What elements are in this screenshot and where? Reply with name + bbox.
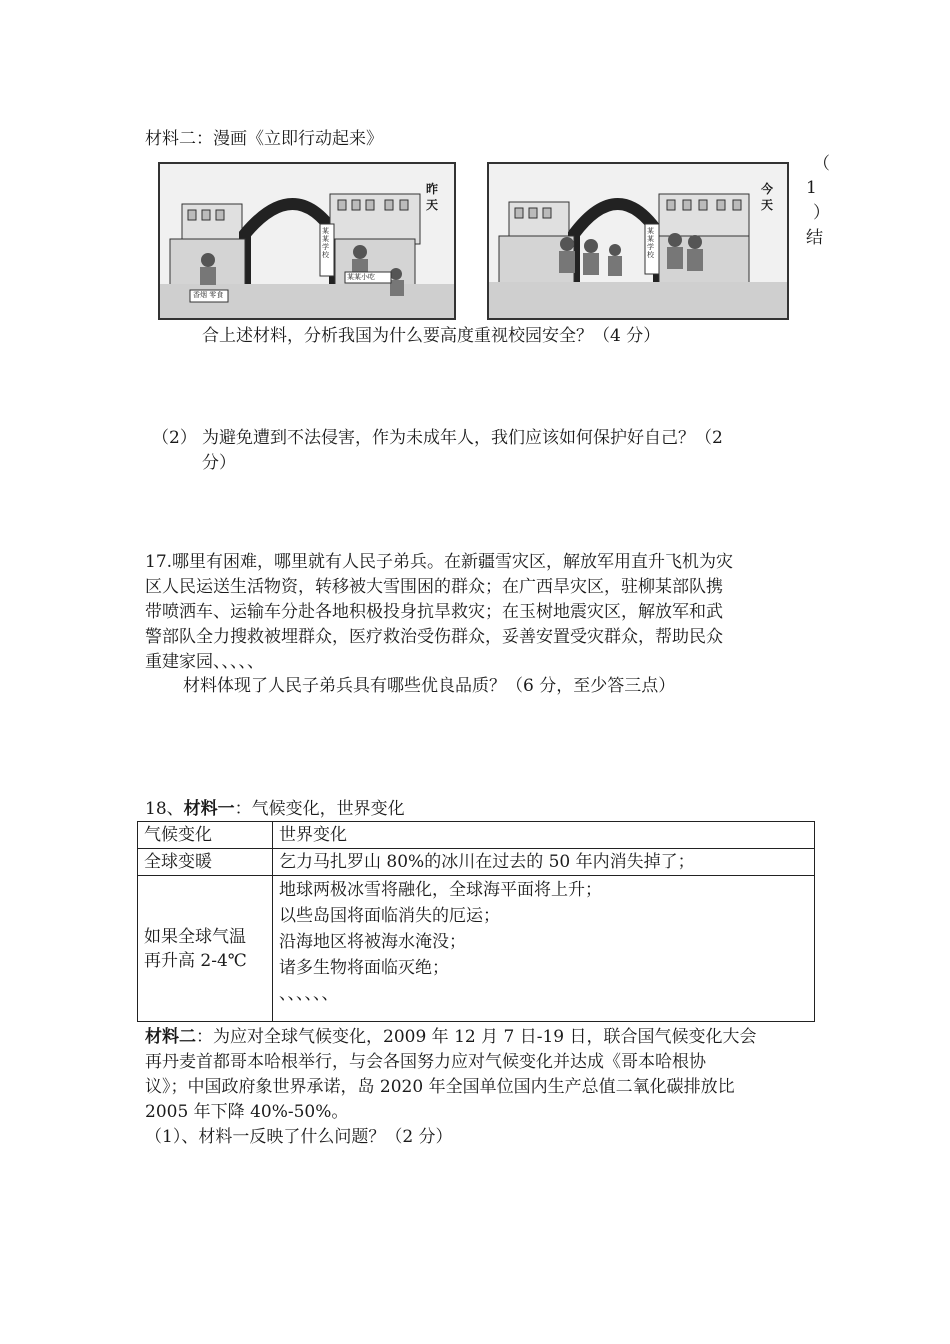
table-cell — [138, 876, 273, 1022]
question-16-1: 合上述材料，分析我国为什么要高度重视校园安全？（4 分） — [202, 326, 661, 346]
q17-line-3: 带喷洒车、运输车分赴各地积极投身抗旱救灾；在玉树地震灾区，解放军和武 — [145, 602, 723, 622]
q18-material2-line2: 再丹麦首都哥本哈根举行，与会各国努力应对气候变化并达成《哥本哈根协 — [145, 1052, 706, 1072]
question-16-2-line2: 分） — [202, 453, 236, 473]
side-char-4: 结 — [806, 228, 823, 248]
q18-material2-label: 材料二 — [145, 1027, 196, 1047]
climate-table — [137, 821, 815, 1022]
q18-title-rest: ：气候变化，世界变化 — [234, 799, 405, 819]
label-yesterday-top: 昨 — [426, 182, 439, 196]
desk-sign: 香烟 零食 — [193, 291, 224, 299]
table-header-row — [138, 822, 815, 849]
question-16-2-line1: 为避免遭到不法侵害，作为未成年人，我们应该如何保护好自己？（2 — [202, 428, 723, 448]
table-cell: 乞力马扎罗山 80%的冰川在过去的 50 年内消失掉了； — [273, 849, 815, 876]
side-char-3: ） — [813, 203, 830, 223]
label-today-top: 今 — [761, 182, 774, 196]
table-header-cell: 气候变化 — [138, 822, 273, 849]
table-cell-line: 再升高 2-4℃ — [144, 950, 247, 971]
q17-line-1: 17.哪里有困难，哪里就有人民子弟兵。在新疆雪灾区，解放军用直升飞机为灾 — [145, 552, 734, 572]
q18-material2-text: ：为应对全球气候变化，2009 年 12 月 7 日-19 日，联合国气候变化大会 — [196, 1027, 757, 1047]
table-cell-line: 以些岛国将面临消失的厄运； — [279, 906, 500, 926]
table-header-cell: 世界变化 — [273, 822, 815, 849]
table-cell-line: 地球两极冰雪将融化，全球海平面将上升； — [279, 880, 602, 900]
q17-question: 材料体现了人民子弟兵具有哪些优良品质？（6 分，至少答三点） — [183, 676, 676, 696]
q18-material2-line3: 议》；中国政府象世界承诺，岛 2020 年全国单位国内生产总值二氧化碳排放比 — [145, 1077, 735, 1097]
table-cell: 全球变暖 — [138, 849, 273, 876]
label-yesterday-bottom: 天 — [426, 198, 439, 212]
gate-sign-right: 某某学校 — [647, 227, 654, 259]
table-cell-line: 如果全球气温 — [144, 926, 246, 947]
q18-title — [145, 797, 405, 821]
material2-title: 材料二：漫画《立即行动起来》 — [145, 129, 383, 149]
q18-material1-label: 材料一 — [183, 799, 235, 819]
side-char-1: （ — [813, 154, 830, 174]
gate-sign-left: 某某学校 — [322, 227, 329, 259]
table-cell — [273, 876, 815, 1022]
q17-line-4: 警部队全力搜救被埋群众，医疗救治受伤群众，妥善安置受灾群众，帮助民众 — [145, 627, 723, 647]
q17-line-5: 重建家园、、、、、 — [145, 652, 264, 672]
snack-sign: 某某小吃 — [347, 273, 375, 281]
q18-material2-line1 — [145, 1025, 757, 1049]
cartoon-yesterday — [158, 162, 456, 320]
q18-number: 18、 — [145, 799, 184, 819]
table-cell-line: 沿海地区将被海水淹没； — [279, 932, 466, 952]
label-today-bottom: 天 — [761, 198, 774, 212]
table-cell-line: 、、、、、、 — [279, 984, 339, 1004]
table-cell-line: 诸多生物将面临灭绝； — [279, 958, 449, 978]
side-char-2: 1 — [806, 178, 817, 198]
table-row — [138, 876, 815, 1022]
q18-question-1: （1）、材料一反映了什么问题？（2 分） — [145, 1127, 453, 1147]
q18-material2-line4: 2005 年下降 40%-50%。 — [145, 1102, 349, 1122]
question-16-2-label: （2） — [152, 428, 197, 448]
table-row — [138, 849, 815, 876]
cartoon-today — [487, 162, 789, 320]
q17-line-2: 区人民运送生活物资，转移被大雪围困的群众；在广西旱灾区，驻柳某部队携 — [145, 577, 723, 597]
